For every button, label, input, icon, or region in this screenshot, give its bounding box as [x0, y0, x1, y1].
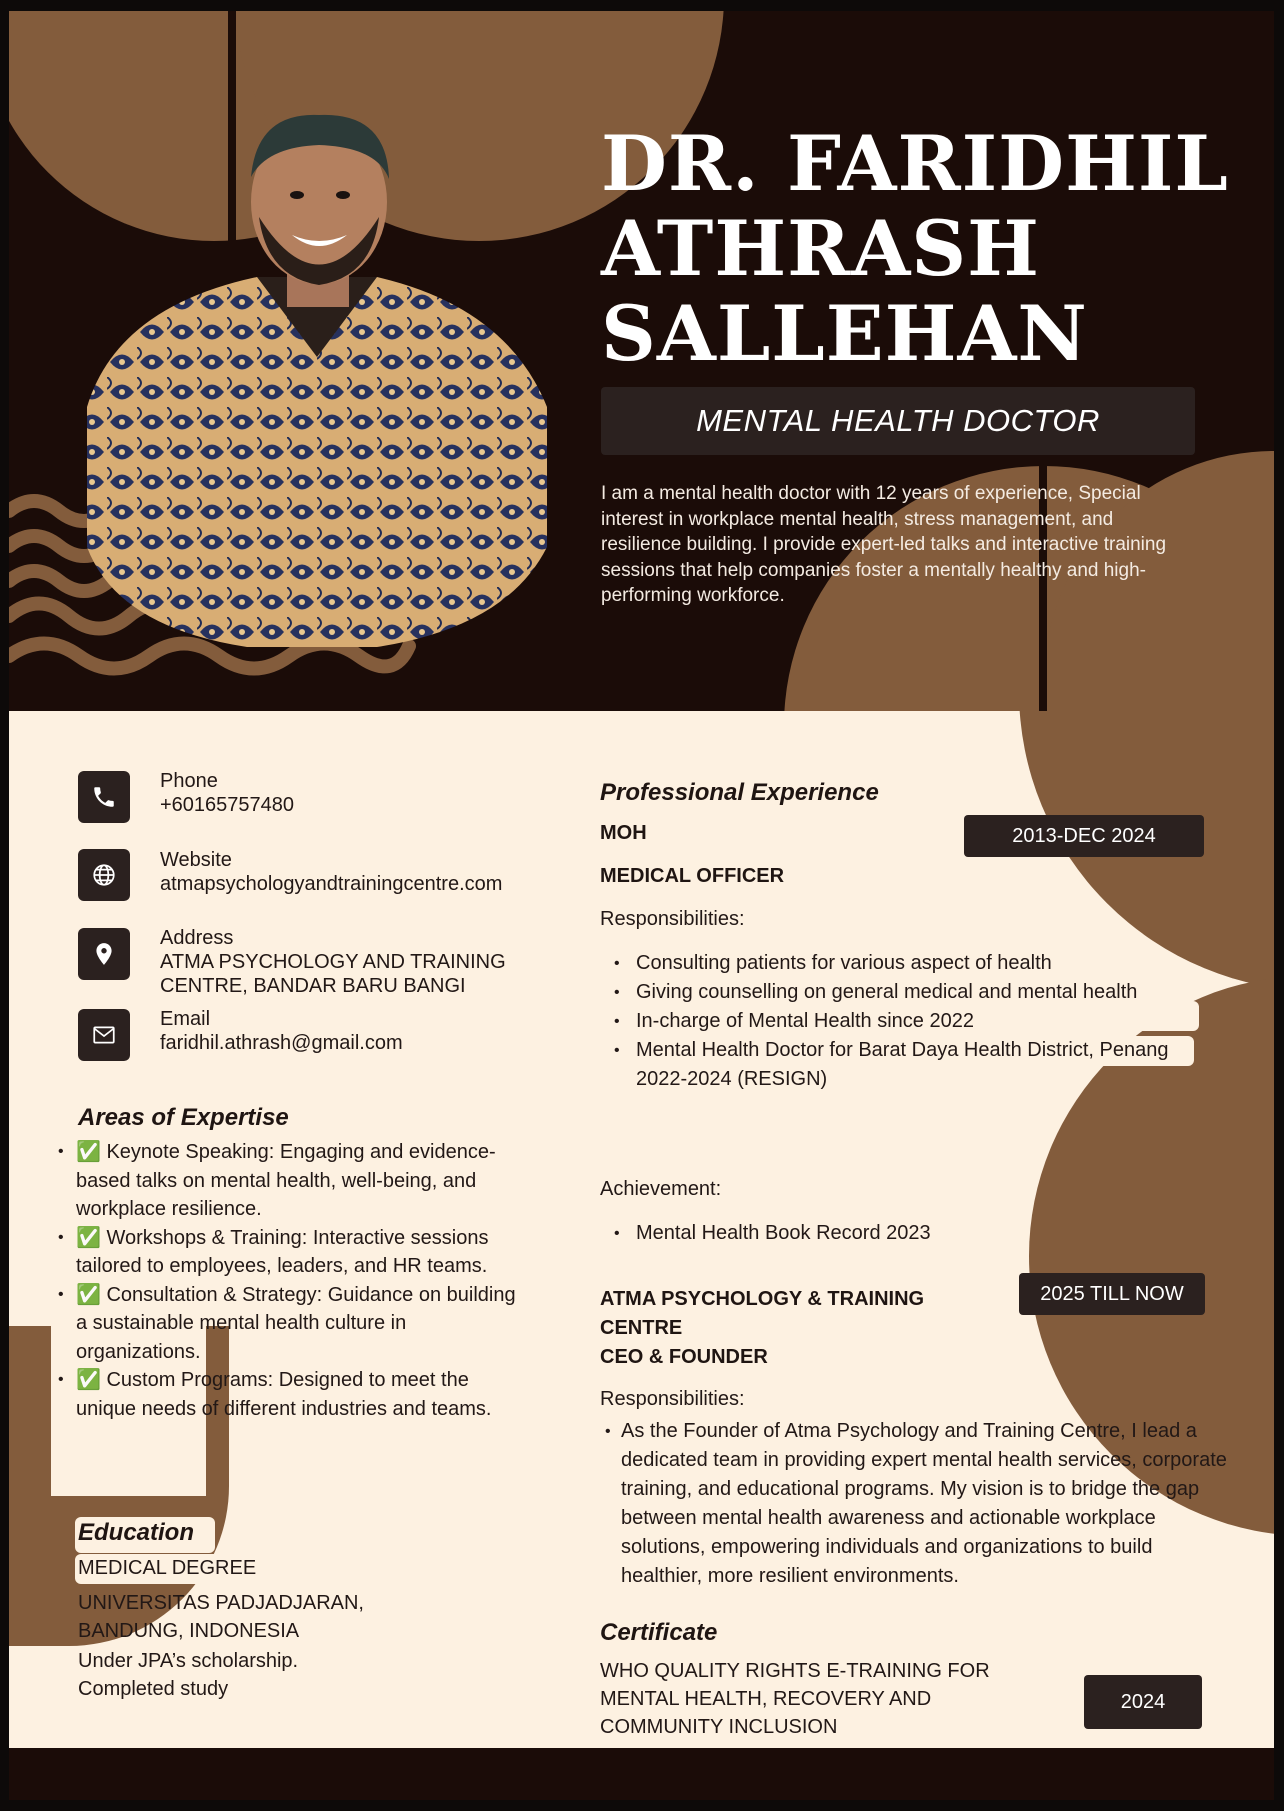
job1-org: MOH: [600, 822, 647, 844]
job1-responsibilities: [614, 949, 1216, 1094]
job1-ach-label: Achievement:: [600, 1178, 722, 1200]
address-line-1: ATMA PSYCHOLOGY AND TRAINING: [160, 951, 506, 973]
job2-role: CEO & FOUNDER: [600, 1346, 768, 1368]
education-degree: MEDICAL DEGREE: [78, 1557, 257, 1579]
certificate-year-badge: [1084, 1675, 1202, 1729]
expertise-item: • ✅ Workshops & Training: Interactive sessions tailored to employees, leaders, and HR teams.: [58, 1226, 489, 1277]
expertise-item-text: ✅ Workshops & Training: Interactive sessions tailored to employees, leaders, and HR teams.: [76, 1226, 489, 1277]
name-line-3: SALLEHAN: [601, 289, 1088, 378]
website-contact: [160, 848, 580, 896]
phone-contact: [160, 769, 580, 817]
globe-icon: [91, 862, 117, 888]
expertise-heading: Areas of Expertise: [78, 1104, 289, 1131]
phone-icon: [91, 784, 117, 810]
job1-ach-text: Mental Health Book Record 2023: [636, 1222, 931, 1244]
location-icon-box: [78, 928, 130, 980]
job2-responsibilities: [605, 1417, 1229, 1591]
job1-dates-badge: [964, 815, 1204, 857]
email-label: Email: [160, 1008, 211, 1030]
website-label: Website: [160, 849, 232, 871]
body-section: [9, 711, 1274, 1748]
job2-dates-badge: [1019, 1273, 1205, 1315]
header-section: [9, 11, 1274, 711]
job2-resp-item: • As the Founder of Atma Psychology and Training Centre, I lead a dedicated team in providing expert mental health services, corporate training, and educational programs. My vision is to bridge the gap between mental health awareness and actionable workplace solutions, empowering individuals and organizations to build healthier, more resilient environments.: [605, 1420, 1227, 1587]
job2-resp-text: As the Founder of Atma Psychology and Training Centre, I lead a dedicated team in providing expert mental health services, corporate training, and educational programs. My vision is to bridge the gap between mental health awareness and actionable workplace solutions, empowering individuals and organizations to build healthier, more resilient environments.: [621, 1420, 1227, 1587]
job1-resp-item: • Giving counselling on general medical and mental health: [614, 981, 1138, 1003]
intro-paragraph: I am a mental health doctor with 12 years of experience, Special interest in workplace mental health, stress management, and resilience building. I provide expert-led talks and interactive training sessions that help companies foster a mentally healthy and high-performing workforce.: [601, 483, 1167, 606]
email-contact: [160, 1007, 580, 1055]
expertise-item: • ✅ Keynote Speaking: Engaging and evidence-based talks on mental health, well-being, and workplace resilience.: [58, 1141, 496, 1220]
job1-resp-text: Consulting patients for various aspect of health: [636, 952, 1052, 974]
expertise-item-text: ✅ Keynote Speaking: Engaging and evidence-based talks on mental health, well-being, and workplace resilience.: [76, 1141, 496, 1220]
job1-achievements: [614, 1219, 1176, 1248]
location-pin-icon: [91, 941, 117, 967]
mail-icon-box: [78, 1009, 130, 1061]
website-value[interactable]: atmapsychologyandtrainingcentre.com: [160, 873, 503, 895]
doctor-name: [601, 121, 1241, 376]
job1-ach-item: • Mental Health Book Record 2023: [614, 1222, 931, 1244]
job1-role: MEDICAL OFFICER: [600, 865, 785, 887]
certificate-year: 2024: [1120, 1690, 1166, 1713]
education-heading: Education: [78, 1519, 195, 1546]
address-label: Address: [160, 927, 234, 949]
expertise-item-text: ✅ Custom Programs: Designed to meet the unique needs of different industries and teams.: [76, 1369, 492, 1420]
expertise-list: [58, 1138, 526, 1423]
experience-heading: Professional Experience: [600, 779, 879, 806]
job2-org: ATMA PSYCHOLOGY & TRAINING CENTRE: [600, 1288, 925, 1339]
education-note: Under JPA’s scholarship. Completed study: [78, 1650, 299, 1700]
job-title-banner: [601, 387, 1195, 455]
expertise-item-text: ✅ Consultation & Strategy: Guidance on building a sustainable mental health culture in organizations.: [76, 1283, 516, 1363]
globe-icon-box: [78, 849, 130, 901]
address-contact: [160, 926, 580, 998]
name-line-1: DR. FARIDHIL: [601, 119, 1229, 208]
job2-resp-label: Responsibilities:: [600, 1388, 745, 1410]
phone-label: Phone: [160, 770, 218, 792]
job1-resp-item: • Mental Health Doctor for Barat Daya Health District, Penang 2022-2024 (RESIGN): [614, 1039, 1169, 1090]
job1-resp-text: Mental Health Doctor for Barat Daya Health District, Penang 2022-2024 (RESIGN): [636, 1039, 1169, 1090]
name-line-2: ATHRASH: [601, 204, 1040, 293]
footer-bar: [9, 1748, 1274, 1800]
job1-resp-item: • In-charge of Mental Health since 2022: [614, 1010, 974, 1032]
education-university: UNIVERSITAS PADJADJARAN, BANDUNG, INDONESIA: [78, 1592, 364, 1642]
address-line-2: CENTRE, BANDAR BARU BANGI: [160, 975, 466, 997]
mail-icon: [91, 1022, 117, 1048]
phone-value[interactable]: +60165757480: [160, 794, 295, 816]
certificate-name: WHO QUALITY RIGHTS E-TRAINING FOR MENTAL HEALTH, RECOVERY AND COMMUNITY INCLUSION: [600, 1660, 990, 1738]
phone-icon-box: [78, 771, 130, 823]
job1-dates: 2013-DEC 2024: [1012, 824, 1156, 847]
job1-resp-text: Giving counselling on general medical and mental health: [636, 981, 1138, 1003]
email-value[interactable]: faridhil.athrash@gmail.com: [160, 1032, 403, 1054]
certificate-heading: Certificate: [600, 1619, 718, 1646]
job1-resp-item: • Consulting patients for various aspect of health: [614, 952, 1052, 974]
resume-page: [9, 11, 1274, 1800]
expertise-item: • ✅ Custom Programs: Designed to meet the unique needs of different industries and teams.: [58, 1369, 492, 1420]
job2-dates: 2025 TILL NOW: [1040, 1282, 1184, 1305]
expertise-item: • ✅ Consultation & Strategy: Guidance on building a sustainable mental health culture in organizations.: [58, 1283, 516, 1363]
job-title: MENTAL HEALTH DOCTOR: [696, 403, 1100, 438]
job1-resp-label: Responsibilities:: [600, 908, 745, 930]
job1-resp-text: In-charge of Mental Health since 2022: [636, 1010, 974, 1032]
portrait-photo: [77, 107, 557, 647]
